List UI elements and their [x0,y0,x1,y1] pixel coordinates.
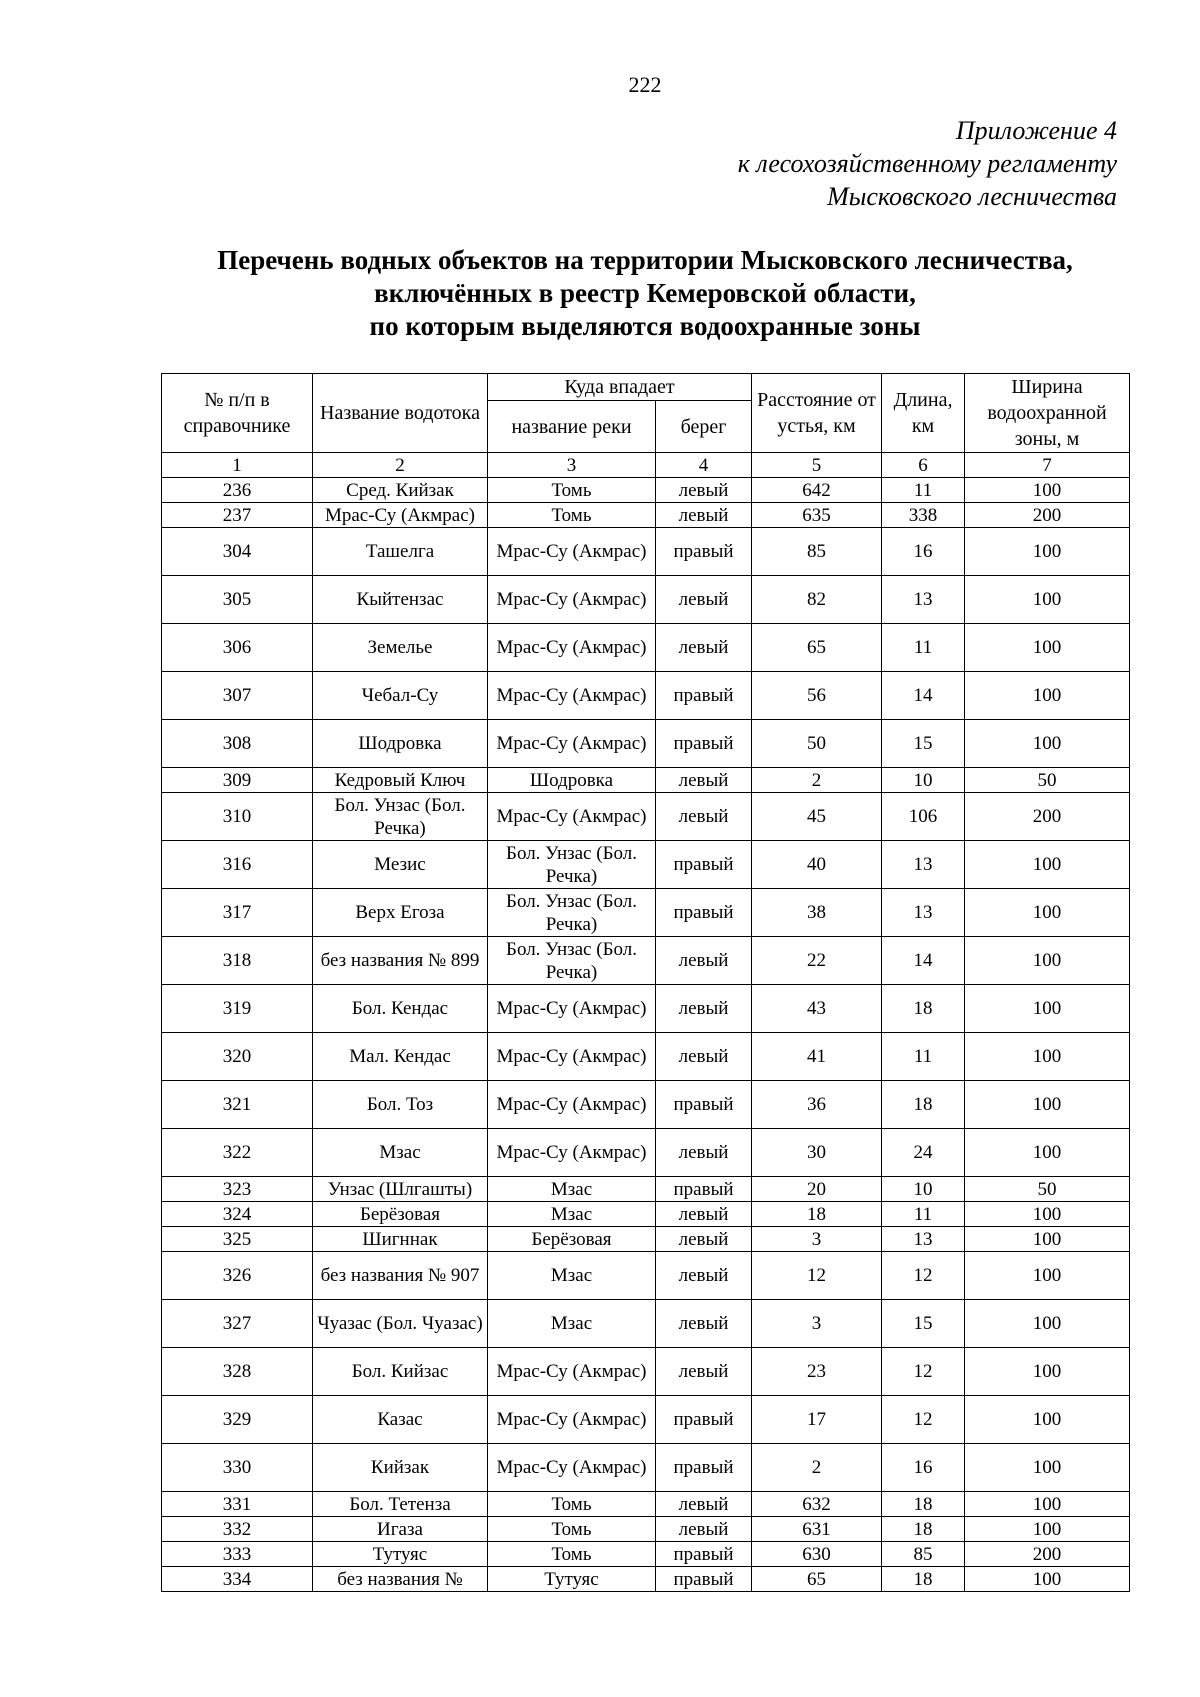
cell-zone-width: 100 [965,720,1130,768]
cell-zone-width: 100 [965,1396,1130,1444]
cell-stream-name: без названия № 899 [313,937,488,985]
cell-bank: правый [656,1542,752,1567]
table-row [162,1567,1130,1592]
cell-distance: 40 [752,841,882,889]
cell-ref-no: 320 [162,1033,313,1081]
column-number: 2 [313,453,488,478]
cell-bank: левый [656,1252,752,1300]
cell-ref-no: 333 [162,1542,313,1567]
cell-ref-no: 305 [162,576,313,624]
cell-distance: 45 [752,793,882,841]
cell-stream-name: Шигннак [313,1227,488,1252]
cell-ref-no: 319 [162,985,313,1033]
cell-river-name: Мрас-Су (Акмрас) [488,985,656,1033]
table-row [162,1396,1130,1444]
table-body [162,453,1130,1592]
cell-stream-name: Мал. Кендас [313,1033,488,1081]
cell-stream-name: Мезис [313,841,488,889]
cell-zone-width: 100 [965,1348,1130,1396]
cell-distance: 631 [752,1517,882,1542]
cell-ref-no: 316 [162,841,313,889]
cell-zone-width: 100 [965,1300,1130,1348]
cell-river-name: Берёзовая [488,1227,656,1252]
table-row [162,576,1130,624]
table-row [162,503,1130,528]
column-number: 3 [488,453,656,478]
cell-bank: левый [656,1129,752,1177]
cell-river-name: Томь [488,503,656,528]
cell-zone-width: 100 [965,1492,1130,1517]
cell-river-name: Мзас [488,1252,656,1300]
cell-zone-width: 100 [965,889,1130,937]
cell-bank: правый [656,889,752,937]
cell-bank: левый [656,768,752,793]
cell-ref-no: 237 [162,503,313,528]
cell-zone-width: 100 [965,1081,1130,1129]
cell-ref-no: 306 [162,624,313,672]
cell-stream-name: Верх Егоза [313,889,488,937]
table-row [162,1492,1130,1517]
cell-bank: правый [656,1396,752,1444]
cell-stream-name: Чебал-Су [313,672,488,720]
cell-zone-width: 50 [965,768,1130,793]
cell-length: 14 [882,937,965,985]
cell-river-name: Мрас-Су (Акмрас) [488,720,656,768]
column-number: 4 [656,453,752,478]
cell-length: 18 [882,985,965,1033]
cell-bank: левый [656,1202,752,1227]
cell-river-name: Мрас-Су (Акмрас) [488,528,656,576]
cell-ref-no: 331 [162,1492,313,1517]
header-river-name: название реки [488,401,656,453]
cell-stream-name: Ташелга [313,528,488,576]
cell-ref-no: 318 [162,937,313,985]
water-objects-table [161,373,1130,1592]
cell-bank: правый [656,672,752,720]
cell-ref-no: 334 [162,1567,313,1592]
cell-stream-name: Кыйтензас [313,576,488,624]
appendix-line: Мысковского лесничества [827,182,1117,211]
cell-length: 18 [882,1567,965,1592]
cell-bank: левый [656,1517,752,1542]
cell-length: 18 [882,1081,965,1129]
cell-length: 13 [882,841,965,889]
cell-ref-no: 330 [162,1444,313,1492]
cell-bank: левый [656,1300,752,1348]
cell-river-name: Мрас-Су (Акмрас) [488,1348,656,1396]
document-title [0,244,1200,343]
cell-zone-width: 100 [965,576,1130,624]
table-row [162,1033,1130,1081]
cell-distance: 36 [752,1081,882,1129]
cell-stream-name: без названия № [313,1567,488,1592]
header-length: Длина, км [882,374,965,453]
table-row [162,672,1130,720]
cell-zone-width: 100 [965,985,1130,1033]
cell-zone-width: 100 [965,1567,1130,1592]
column-number: 6 [882,453,965,478]
cell-distance: 43 [752,985,882,1033]
table-row [162,1348,1130,1396]
cell-river-name: Мрас-Су (Акмрас) [488,1444,656,1492]
cell-bank: левый [656,1227,752,1252]
cell-bank: правый [656,1567,752,1592]
header-bank: берег [656,401,752,453]
cell-ref-no: 322 [162,1129,313,1177]
cell-river-name: Бол. Унзас (Бол. Речка) [488,889,656,937]
cell-river-name: Томь [488,1517,656,1542]
table-row [162,720,1130,768]
table-row [162,1227,1130,1252]
appendix-line: Приложение 4 [955,116,1117,145]
cell-bank: правый [656,1081,752,1129]
cell-bank: левый [656,1348,752,1396]
cell-zone-width: 100 [965,1227,1130,1252]
cell-length: 24 [882,1129,965,1177]
cell-stream-name: Кедровый Ключ [313,768,488,793]
table-row [162,889,1130,937]
cell-zone-width: 200 [965,503,1130,528]
cell-ref-no: 327 [162,1300,313,1348]
cell-river-name: Мрас-Су (Акмрас) [488,624,656,672]
cell-river-name: Тутуяс [488,1567,656,1592]
cell-length: 11 [882,478,965,503]
cell-distance: 41 [752,1033,882,1081]
cell-ref-no: 236 [162,478,313,503]
cell-zone-width: 200 [965,793,1130,841]
cell-distance: 82 [752,576,882,624]
cell-river-name: Мрас-Су (Акмрас) [488,1081,656,1129]
cell-river-name: Мрас-Су (Акмрас) [488,793,656,841]
cell-length: 10 [882,1177,965,1202]
appendix-note [738,114,1117,213]
cell-stream-name: Бол. Унзас (Бол. Речка) [313,793,488,841]
cell-distance: 20 [752,1177,882,1202]
table-row [162,1517,1130,1542]
cell-ref-no: 310 [162,793,313,841]
cell-river-name: Мрас-Су (Акмрас) [488,1033,656,1081]
cell-bank: левый [656,576,752,624]
cell-distance: 12 [752,1252,882,1300]
cell-river-name: Бол. Унзас (Бол. Речка) [488,937,656,985]
cell-stream-name: Сред. Кийзак [313,478,488,503]
cell-zone-width: 100 [965,841,1130,889]
cell-stream-name: Бол. Тетенза [313,1492,488,1517]
cell-bank: правый [656,720,752,768]
header-distance: Расстояние от устья, км [752,374,882,453]
cell-ref-no: 308 [162,720,313,768]
cell-zone-width: 200 [965,1542,1130,1567]
cell-ref-no: 325 [162,1227,313,1252]
cell-bank: правый [656,1444,752,1492]
cell-stream-name: Мзас [313,1129,488,1177]
cell-river-name: Мрас-Су (Акмрас) [488,1129,656,1177]
table-row [162,624,1130,672]
cell-ref-no: 326 [162,1252,313,1300]
cell-ref-no: 317 [162,889,313,937]
cell-distance: 630 [752,1542,882,1567]
table-row [162,1081,1130,1129]
cell-river-name: Мзас [488,1177,656,1202]
table-row [162,1202,1130,1227]
page-number: 222 [628,72,662,97]
cell-zone-width: 100 [965,672,1130,720]
cell-distance: 3 [752,1300,882,1348]
cell-length: 85 [882,1542,965,1567]
table-row [162,478,1130,503]
cell-distance: 18 [752,1202,882,1227]
cell-length: 11 [882,1202,965,1227]
cell-distance: 22 [752,937,882,985]
cell-stream-name: Берёзовая [313,1202,488,1227]
column-number: 7 [965,453,1130,478]
column-number: 5 [752,453,882,478]
cell-length: 12 [882,1252,965,1300]
cell-stream-name: без названия № 907 [313,1252,488,1300]
cell-zone-width: 100 [965,1252,1130,1300]
table-row [162,1444,1130,1492]
cell-length: 13 [882,576,965,624]
column-number: 1 [162,453,313,478]
cell-length: 106 [882,793,965,841]
cell-length: 18 [882,1492,965,1517]
cell-bank: левый [656,793,752,841]
table-row [162,1129,1130,1177]
cell-stream-name: Бол. Кийзас [313,1348,488,1396]
cell-distance: 642 [752,478,882,503]
table-row [162,528,1130,576]
cell-length: 12 [882,1348,965,1396]
cell-ref-no: 304 [162,528,313,576]
cell-length: 13 [882,889,965,937]
cell-ref-no: 328 [162,1348,313,1396]
cell-river-name: Бол. Унзас (Бол. Речка) [488,841,656,889]
cell-stream-name: Игаза [313,1517,488,1542]
cell-stream-name: Бол. Тоз [313,1081,488,1129]
cell-river-name: Мрас-Су (Акмрас) [488,576,656,624]
cell-length: 14 [882,672,965,720]
cell-zone-width: 100 [965,624,1130,672]
cell-length: 16 [882,1444,965,1492]
cell-distance: 65 [752,1567,882,1592]
table-row [162,793,1130,841]
cell-bank: правый [656,528,752,576]
title-line: Перечень водных объектов на территории Мысковского лесничества, [217,245,1073,275]
cell-distance: 17 [752,1396,882,1444]
column-numbers-row [162,453,1130,478]
header-stream-name: Название водотока [313,374,488,453]
cell-length: 15 [882,1300,965,1348]
cell-bank: левый [656,985,752,1033]
cell-bank: правый [656,841,752,889]
header-ref-no: № п/п в справочнике [162,374,313,453]
cell-distance: 23 [752,1348,882,1396]
cell-length: 338 [882,503,965,528]
cell-ref-no: 309 [162,768,313,793]
cell-distance: 38 [752,889,882,937]
cell-length: 16 [882,528,965,576]
table-row [162,1542,1130,1567]
cell-zone-width: 100 [965,1033,1130,1081]
cell-zone-width: 100 [965,528,1130,576]
table-row [162,768,1130,793]
cell-zone-width: 100 [965,1129,1130,1177]
cell-bank: левый [656,503,752,528]
cell-bank: правый [656,1177,752,1202]
table-row [162,1300,1130,1348]
cell-zone-width: 100 [965,937,1130,985]
title-line: включённых в реестр Кемеровской области, [374,278,916,308]
cell-river-name: Мрас-Су (Акмрас) [488,1396,656,1444]
cell-bank: левый [656,1033,752,1081]
cell-stream-name: Тутуяс [313,1542,488,1567]
cell-river-name: Томь [488,478,656,503]
cell-ref-no: 321 [162,1081,313,1129]
cell-distance: 85 [752,528,882,576]
cell-distance: 3 [752,1227,882,1252]
cell-zone-width: 50 [965,1177,1130,1202]
cell-ref-no: 307 [162,672,313,720]
cell-river-name: Томь [488,1542,656,1567]
cell-distance: 30 [752,1129,882,1177]
cell-river-name: Мрас-Су (Акмрас) [488,672,656,720]
cell-river-name: Томь [488,1492,656,1517]
cell-distance: 65 [752,624,882,672]
header-zone-width: Ширина водоохранной зоны, м [965,374,1130,453]
cell-ref-no: 329 [162,1396,313,1444]
table-row [162,1252,1130,1300]
cell-stream-name: Бол. Кендас [313,985,488,1033]
cell-zone-width: 100 [965,1444,1130,1492]
cell-stream-name: Казас [313,1396,488,1444]
cell-length: 10 [882,768,965,793]
cell-stream-name: Кийзак [313,1444,488,1492]
title-line: по которым выделяются водоохранные зоны [369,311,921,341]
cell-zone-width: 100 [965,1517,1130,1542]
cell-ref-no: 323 [162,1177,313,1202]
cell-length: 18 [882,1517,965,1542]
appendix-line: к лесохозяйственному регламенту [737,149,1117,178]
cell-bank: левый [656,478,752,503]
cell-zone-width: 100 [965,1202,1130,1227]
cell-zone-width: 100 [965,478,1130,503]
cell-distance: 2 [752,768,882,793]
cell-bank: левый [656,624,752,672]
cell-ref-no: 324 [162,1202,313,1227]
cell-bank: левый [656,937,752,985]
cell-distance: 635 [752,503,882,528]
cell-river-name: Шодровка [488,768,656,793]
cell-ref-no: 332 [162,1517,313,1542]
header-flows-into: Куда впадает [488,374,752,401]
cell-length: 11 [882,624,965,672]
table-row [162,937,1130,985]
cell-length: 12 [882,1396,965,1444]
cell-stream-name: Земелье [313,624,488,672]
table-row [162,1177,1130,1202]
table-row [162,841,1130,889]
cell-stream-name: Чуазас (Бол. Чуазас) [313,1300,488,1348]
cell-distance: 50 [752,720,882,768]
cell-stream-name: Шодровка [313,720,488,768]
cell-river-name: Мзас [488,1202,656,1227]
cell-length: 11 [882,1033,965,1081]
table-row [162,985,1130,1033]
cell-river-name: Мзас [488,1300,656,1348]
cell-stream-name: Мрас-Су (Акмрас) [313,503,488,528]
cell-distance: 2 [752,1444,882,1492]
cell-bank: левый [656,1492,752,1517]
cell-length: 15 [882,720,965,768]
cell-length: 13 [882,1227,965,1252]
cell-distance: 56 [752,672,882,720]
cell-distance: 632 [752,1492,882,1517]
cell-stream-name: Унзас (Шлгашты) [313,1177,488,1202]
